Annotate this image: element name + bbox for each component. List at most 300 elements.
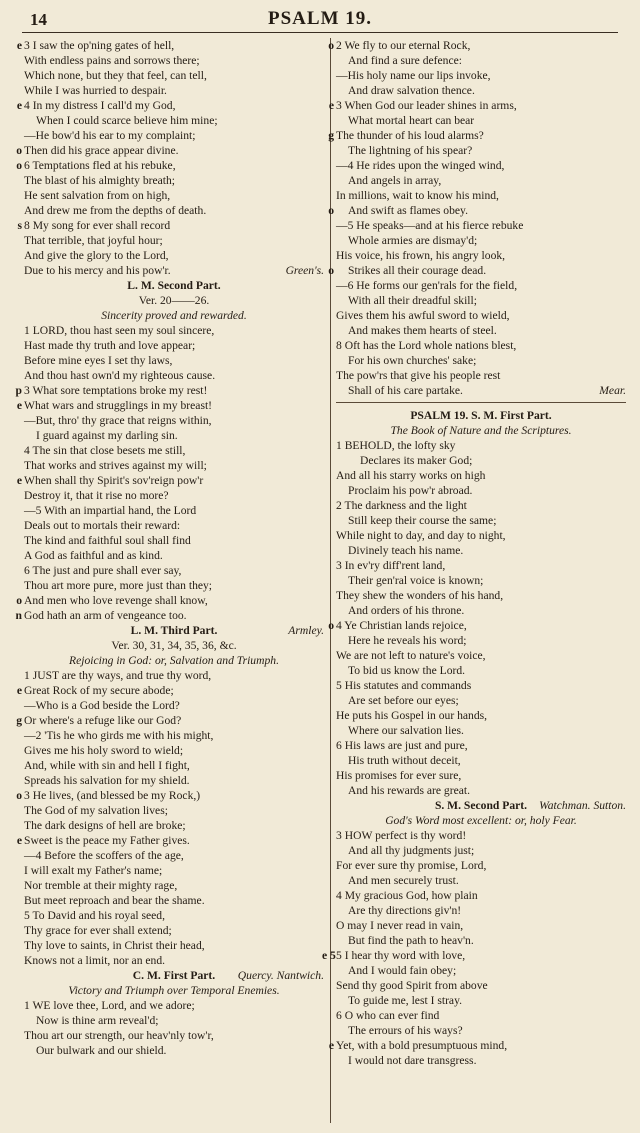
line-text: To guide me, lest I stray. [348, 994, 463, 1007]
line-text: And orders of his throne. [348, 604, 465, 617]
hymn-line [24, 953, 324, 968]
line-text: Hast made thy truth and love appear; [24, 339, 196, 352]
line-text: 4 Ye Christian lands rejoice, [336, 619, 467, 632]
line-text: We are not left to nature's voice, [336, 649, 486, 662]
line-text: —His holy name our lips invoke, [336, 69, 491, 82]
hymn-line [24, 923, 324, 938]
hymn-line [322, 948, 626, 963]
line-text: 6 The just and pure shall ever say, [24, 564, 182, 577]
dynamic-mark: g [328, 129, 334, 142]
hymn-line [336, 903, 626, 918]
dynamic-mark: o [16, 159, 22, 172]
hymn-line [24, 698, 324, 713]
hymn-line [16, 38, 324, 53]
line-text: 5 To David and his royal seed, [24, 909, 165, 922]
line-text: Due to his mercy and his pow'r. [24, 264, 171, 277]
dynamic-mark: e [16, 99, 22, 112]
hymn-line [336, 188, 626, 203]
section-subtitle [24, 983, 324, 998]
hymn-line [336, 693, 626, 708]
hymn-line [24, 1013, 324, 1028]
hymn-line [328, 618, 626, 633]
hymn-line [16, 593, 324, 608]
dynamic-mark: e [328, 1039, 334, 1052]
line-text: Are thy directions giv'n! [348, 904, 462, 917]
hymn-line [336, 113, 626, 128]
line-text: The dark designs of hell are broke; [24, 819, 186, 832]
line-text: C. M. First Part. [132, 969, 216, 982]
hymn-line [336, 468, 626, 483]
line-text: L. M. Third Part. [130, 624, 218, 637]
line-text: 3 In ev'ry diff'rent land, [336, 559, 446, 572]
line-text: And makes them hearts of steel. [348, 324, 497, 337]
line-text: When shall thy Spirit's sov'reign pow'r [24, 474, 204, 487]
hymn-line [24, 458, 324, 473]
hymn-line [336, 338, 626, 353]
section-heading [24, 968, 324, 983]
hymn-line [328, 203, 626, 218]
hymn-line [24, 338, 324, 353]
line-text: Then did his grace appear divine. [24, 144, 179, 157]
dynamic-mark: e [16, 39, 22, 52]
hymn-line [24, 128, 324, 143]
line-text: When I could scarce believe him mine; [36, 114, 218, 127]
line-text: The kind and faithful soul shall find [24, 534, 191, 547]
hymn-line [336, 768, 626, 783]
line-text: And thou hast own'd my righteous cause. [24, 369, 216, 382]
hymn-line [336, 678, 626, 693]
hymn-line [336, 588, 626, 603]
hymn-line [336, 738, 626, 753]
line-text: Ver. 30, 31, 34, 35, 36, &c. [111, 639, 237, 652]
tune-name: Armley. [288, 624, 324, 637]
line-text: Sincerity proved and rewarded. [101, 309, 247, 322]
line-text: With endless pains and sorrows there; [24, 54, 200, 67]
line-text: To bid us know the Lord. [348, 664, 466, 677]
line-text: Now is thine arm reveal'd; [36, 1014, 159, 1027]
line-text: And give the glory to the Lord, [24, 249, 169, 262]
hymn-line [24, 368, 324, 383]
line-text: —He bow'd his ear to my complaint; [24, 129, 196, 142]
hymn-line [24, 83, 324, 98]
line-text: A God as faithful and as kind. [24, 549, 163, 562]
line-text: 4 In my distress I call'd my God, [24, 99, 176, 112]
hymn-line [16, 98, 324, 113]
line-text: The errours of his ways? [348, 1024, 463, 1037]
line-text: Or where's a refuge like our God? [24, 714, 182, 727]
dynamic-mark: e [16, 474, 22, 487]
line-text: And swift as flames obey. [348, 204, 468, 217]
hymn-line [24, 863, 324, 878]
line-text: The Book of Nature and the Scriptures. [390, 424, 572, 437]
hymn-line [336, 53, 626, 68]
hymn-line [336, 528, 626, 543]
dynamic-mark: n [15, 609, 22, 622]
hymn-line [24, 998, 324, 1013]
hymn-line [24, 848, 324, 863]
hymn-line [336, 888, 626, 903]
hymn-line [24, 323, 324, 338]
line-text: And drew me from the depths of death. [24, 204, 207, 217]
dynamic-mark: g [16, 714, 22, 727]
dynamic-mark: s [17, 219, 22, 232]
hymn-line [24, 563, 324, 578]
hymn-line [24, 293, 324, 308]
section-heading [24, 623, 324, 638]
line-text: The God of my salvation lives; [24, 804, 168, 817]
hymn-line [24, 728, 324, 743]
hymn-line [336, 83, 626, 98]
hymn-line [24, 758, 324, 773]
hymn-line [328, 38, 626, 53]
line-text: I guard against my darling sin. [36, 429, 178, 442]
hymn-line [336, 543, 626, 558]
dynamic-mark: e [16, 399, 22, 412]
line-text: For his own churches' sake; [348, 354, 477, 367]
line-text: And all his starry works on high [336, 469, 486, 482]
dynamic-mark: o [16, 144, 22, 157]
hymn-line [336, 143, 626, 158]
hymn-line [16, 158, 324, 173]
hymn-line [24, 413, 324, 428]
hymn-line [336, 633, 626, 648]
line-text: What wars and strugglings in my breast! [24, 399, 213, 412]
line-text: O may I never read in vain, [336, 919, 464, 932]
hymn-line [336, 1053, 626, 1068]
hymn-line [336, 978, 626, 993]
hymn-line [16, 683, 324, 698]
line-text: —But, thro' thy grace that reigns within, [24, 414, 212, 427]
hymn-line [24, 428, 324, 443]
hymn-line [336, 453, 626, 468]
line-text: Are set before our eyes; [348, 694, 459, 707]
hymn-line [336, 353, 626, 368]
line-text: That works and strives against my will; [24, 459, 207, 472]
line-text: Thy grace for ever shall extend; [24, 924, 172, 937]
line-text: —2 'Tis he who girds me with his might, [24, 729, 214, 742]
hymn-line [24, 803, 324, 818]
hymn-line [336, 218, 626, 233]
hymn-line [24, 878, 324, 893]
line-text: And draw salvation thence. [348, 84, 475, 97]
hymn-line [336, 498, 626, 513]
dynamic-mark: e [328, 99, 334, 112]
hymn-line [328, 1038, 626, 1053]
line-text: Declares its maker God; [360, 454, 473, 467]
hymn-line [24, 893, 324, 908]
hymn-line [24, 908, 324, 923]
hymn-line [24, 503, 324, 518]
line-text: —4 He rides upon the winged wind, [336, 159, 505, 172]
line-text: 3 What sore temptations broke my rest! [24, 384, 208, 397]
line-text: Victory and Triumph over Temporal Enemies. [68, 984, 280, 997]
line-text: I will exalt my Father's name; [24, 864, 163, 877]
hymn-line [336, 323, 626, 338]
line-text: Divinely teach his name. [348, 544, 464, 557]
line-text: Their gen'ral voice is known; [348, 574, 484, 587]
line-text: And I would fain obey; [348, 964, 457, 977]
hymn-line [24, 113, 324, 128]
line-text: Here he reveals his word; [348, 634, 467, 647]
dynamic-mark: e 5 [322, 949, 336, 962]
hymn-line [336, 828, 626, 843]
line-text: While night to day, and day to night, [336, 529, 506, 542]
line-text: Thou art more pure, more just than they; [24, 579, 213, 592]
hymn-line [24, 53, 324, 68]
hymn-line [24, 173, 324, 188]
line-text: But find the path to heav'n. [348, 934, 474, 947]
line-text: Send thy good Spirit from above [336, 979, 488, 992]
line-text: I would not dare transgress. [348, 1054, 477, 1067]
line-text: They shew the wonders of his hand, [336, 589, 504, 602]
hymn-line [336, 558, 626, 573]
line-text: In millions, wait to know his mind, [336, 189, 499, 202]
line-text: With all their dreadful skill; [348, 294, 477, 307]
dynamic-mark: e [16, 684, 22, 697]
hymn-line [24, 818, 324, 833]
hymn-line [24, 1028, 324, 1043]
line-text: Ver. 20——26. [138, 294, 210, 307]
hymn-line [336, 483, 626, 498]
hymn-line [24, 233, 324, 248]
section-heading [24, 278, 324, 293]
line-text: S. M. Second Part. [434, 799, 528, 812]
line-text: That terrible, that joyful hour; [24, 234, 163, 247]
hymn-line [15, 608, 324, 623]
line-text: His promises for ever sure, [336, 769, 462, 782]
hymn-line [328, 128, 626, 143]
line-text: 1 WE love thee, Lord, and we adore; [24, 999, 195, 1012]
line-text: And all thy judgments just; [348, 844, 475, 857]
hymn-line [24, 353, 324, 368]
line-text: L. M. Second Part. [127, 279, 221, 292]
line-text: 1 BEHOLD, the lofty sky [336, 439, 456, 452]
hymn-line [24, 518, 324, 533]
tune-name: Watchman. Sutton. [539, 799, 626, 812]
hymn-line [336, 843, 626, 858]
hymn-line [336, 933, 626, 948]
hymn-line [336, 993, 626, 1008]
section-subtitle [24, 653, 324, 668]
hymn-line [24, 548, 324, 563]
hymn-line [336, 308, 626, 323]
line-text: 5 I hear thy word with love, [336, 949, 466, 962]
tune-name: Quercy. Nantwich. [237, 969, 324, 982]
hymn-line [24, 578, 324, 593]
hymn-line [24, 263, 324, 278]
line-text: 4 My gracious God, how plain [336, 889, 478, 902]
hymn-line [15, 383, 324, 398]
line-text: Knows not a limit, nor an end. [24, 954, 166, 967]
line-text: 6 His laws are just and pure, [336, 739, 468, 752]
hymn-line [24, 638, 324, 653]
page-number: 14 [30, 10, 47, 29]
line-text: And his rewards are great. [348, 784, 471, 797]
line-text: 3 When God our leader shines in arms, [336, 99, 517, 112]
hymn-line [336, 233, 626, 248]
header-rule [22, 32, 618, 33]
hymn-line [336, 783, 626, 798]
line-text: Spreads his salvation for my shield. [24, 774, 190, 787]
section-subtitle [24, 308, 324, 323]
line-text: While I was hurried to despair. [24, 84, 167, 97]
hymn-line [336, 858, 626, 873]
section-subtitle [336, 813, 626, 828]
line-text: Before mine eyes I set thy laws, [24, 354, 173, 367]
hymn-line [16, 833, 324, 848]
line-text: Gives them his awful sword to wield, [336, 309, 510, 322]
line-text: 3 He lives, (and blessed be my Rock,) [24, 789, 201, 802]
page-title: PSALM 19. [268, 8, 372, 29]
line-text: —4 Before the scoffers of the age, [24, 849, 184, 862]
line-text: —6 He forms our gen'rals for the field, [336, 279, 518, 292]
line-text: 2 We fly to our eternal Rock, [336, 39, 471, 52]
hymn-line [336, 1023, 626, 1038]
hymn-line [16, 143, 324, 158]
line-text: The lightning of his spear? [348, 144, 473, 157]
line-text: Yet, with a bold presumptuous mind, [336, 1039, 508, 1052]
hymn-line [16, 473, 324, 488]
line-text: 1 LORD, thou hast seen my soul sincere, [24, 324, 215, 337]
line-text: Shall of his care partake. [348, 384, 463, 397]
dynamic-mark: o [16, 594, 22, 607]
hymn-line [336, 173, 626, 188]
section-subtitle [336, 423, 626, 438]
line-text: The blast of his almighty breath; [24, 174, 176, 187]
hymn-line [17, 218, 324, 233]
hymn-line [24, 488, 324, 503]
line-text: And angels in array, [348, 174, 442, 187]
hymn-line [24, 443, 324, 458]
hymn-line [336, 603, 626, 618]
hymn-line [336, 383, 626, 398]
line-text: Nor tremble at their mighty rage, [24, 879, 178, 892]
line-text: Strikes all their courage dead. [348, 264, 487, 277]
hymn-line [336, 918, 626, 933]
page-header [22, 6, 618, 32]
hymn-line [336, 158, 626, 173]
hymn-line [24, 1043, 324, 1058]
line-text: PSALM 19. S. M. First Part. [410, 409, 552, 422]
line-text: Sweet is the peace my Father gives. [24, 834, 190, 847]
line-text: Rejoicing in God: or, Salvation and Triumph. [69, 654, 279, 667]
hymn-line [16, 788, 324, 803]
hymn-line [24, 773, 324, 788]
hymn-line [336, 963, 626, 978]
dynamic-mark: o [328, 619, 334, 632]
hymn-line [24, 668, 324, 683]
left-column [15, 38, 324, 1058]
line-text: Deals out to mortals their reward: [24, 519, 181, 532]
line-text: He puts his Gospel in our hands, [336, 709, 488, 722]
hymn-line [336, 1008, 626, 1023]
hymn-line [24, 938, 324, 953]
line-text: And, while with sin and hell I fight, [24, 759, 190, 772]
line-text: His truth without deceit, [348, 754, 461, 767]
line-text: Whole armies are dismay'd; [348, 234, 478, 247]
line-text: —Who is a God beside the Lord? [24, 699, 180, 712]
hymn-line [336, 293, 626, 308]
section-heading [336, 798, 626, 813]
line-text: 6 O who can ever find [336, 1009, 440, 1022]
line-text: Great Rock of my secure abode; [24, 684, 174, 697]
hymn-line [328, 98, 626, 113]
hymn-line [336, 708, 626, 723]
dynamic-mark: o [328, 39, 334, 52]
line-text: 2 The darkness and the light [336, 499, 467, 512]
line-text: Thy love to saints, in Christ their head, [24, 939, 205, 952]
line-text: Destroy it, that it rise no more? [24, 489, 169, 502]
hymn-line [24, 743, 324, 758]
dynamic-mark: p [15, 384, 22, 397]
hymn-line [336, 68, 626, 83]
hymn-line [24, 248, 324, 263]
line-text: But meet reproach and bear the shame. [24, 894, 205, 907]
line-text: Proclaim his pow'r abroad. [348, 484, 473, 497]
line-text: 6 Temptations fled at his rebuke, [24, 159, 176, 172]
hymn-line [336, 723, 626, 738]
line-text: 8 Oft has the Lord whole nations blest, [336, 339, 517, 352]
hymn-line [24, 68, 324, 83]
line-text: Gives me his holy sword to wield; [24, 744, 184, 757]
hymn-line [336, 663, 626, 678]
hymn-line [336, 753, 626, 768]
line-text: And men who love revenge shall know, [24, 594, 208, 607]
section-rule [336, 402, 626, 403]
line-text: 8 My song for ever shall record [24, 219, 171, 232]
line-text: 4 The sin that close besets me still, [24, 444, 186, 457]
line-text: The pow'rs that give his people rest [336, 369, 501, 382]
line-text: 1 JUST are thy ways, and true thy word, [24, 669, 212, 682]
hymn-line [336, 438, 626, 453]
hymn-line [336, 368, 626, 383]
line-text: Which none, but they that feel, can tell, [24, 69, 207, 82]
dynamic-mark: e [16, 834, 22, 847]
line-text: And men securely trust. [348, 874, 459, 887]
line-text: —5 He speaks—and at his fierce rebuke [336, 219, 524, 232]
hymn-line [16, 713, 324, 728]
line-text: Where our salvation lies. [348, 724, 464, 737]
dynamic-mark: o [328, 204, 334, 217]
line-text: 3 HOW perfect is thy word! [336, 829, 467, 842]
line-text: And find a sure defence: [348, 54, 462, 67]
hymn-line [24, 188, 324, 203]
hymn-line [336, 513, 626, 528]
line-text: God's Word most excellent: or, holy Fear. [385, 814, 577, 827]
line-text: Our bulwark and our shield. [36, 1044, 167, 1057]
line-text: Still keep their course the same; [348, 514, 497, 527]
section-heading [336, 408, 626, 423]
hymn-line [336, 648, 626, 663]
line-text: 5 His statutes and commands [336, 679, 472, 692]
line-text: God hath an arm of vengeance too. [24, 609, 187, 622]
line-text: He sent salvation from on high, [24, 189, 171, 202]
line-text: 3 I saw the op'ning gates of hell, [24, 39, 175, 52]
right-column [322, 38, 626, 1068]
dynamic-mark: o [328, 264, 334, 277]
hymn-line [336, 873, 626, 888]
hymn-line [328, 263, 626, 278]
hymn-line [336, 278, 626, 293]
hymn-line [24, 203, 324, 218]
hymn-line [336, 573, 626, 588]
line-text: For ever sure thy promise, Lord, [336, 859, 487, 872]
hymn-line [24, 533, 324, 548]
line-text: Thou art our strength, our heav'nly tow'r, [24, 1029, 214, 1042]
dynamic-mark: o [16, 789, 22, 802]
hymn-line [336, 248, 626, 263]
tune-name: Green's. [285, 264, 324, 277]
